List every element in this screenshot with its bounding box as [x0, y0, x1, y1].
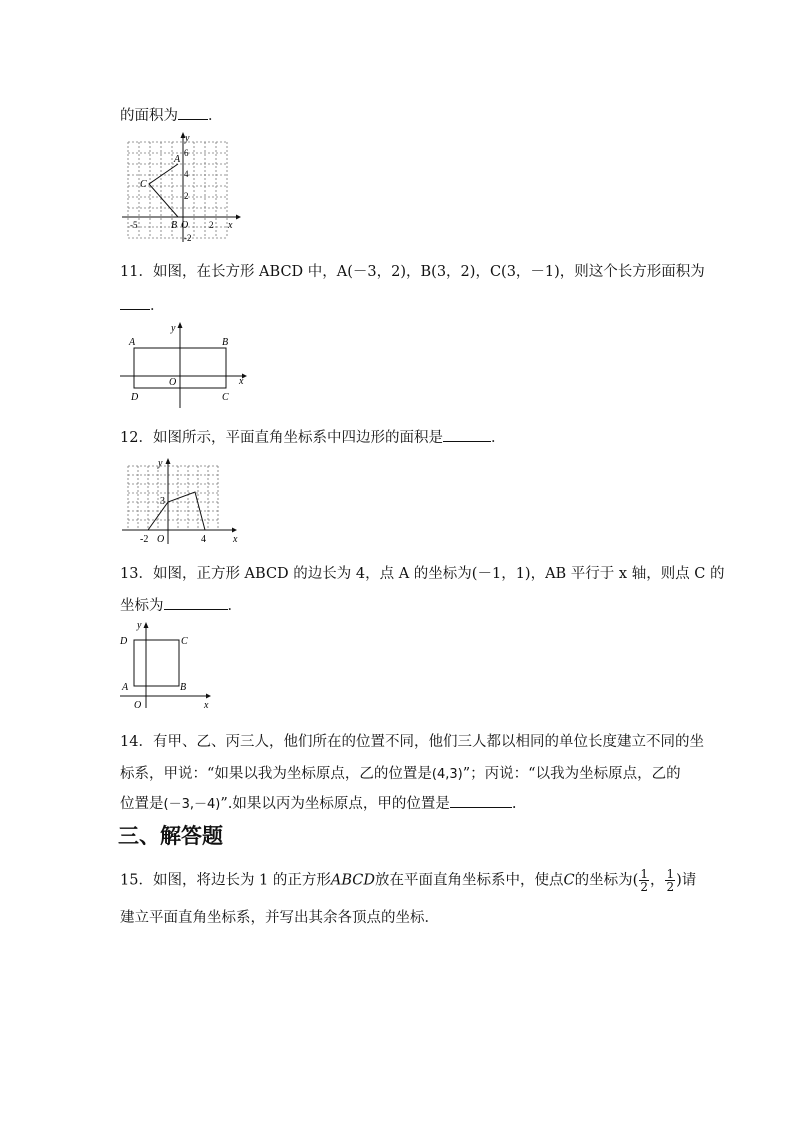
- label-a: A: [122, 682, 129, 693]
- q14-text-2a: 标系，甲说：“如果以我为坐标原点，乙的位置是: [120, 766, 432, 782]
- label-b: B: [171, 220, 178, 231]
- q13-line-1: 13．如图，正方形 ABCD 的边长为 4，点 A 的坐标为(－1，1)，AB 平行于 x 轴，则点 C 的: [120, 566, 725, 582]
- fraction-numerator: 1: [640, 867, 648, 881]
- q15-text-1c: 的坐标为(: [574, 872, 639, 889]
- label-d: D: [120, 636, 128, 647]
- q10-end: ．: [208, 108, 223, 124]
- label-y: y: [185, 133, 190, 144]
- y-axis-arrow: [144, 622, 149, 628]
- tick-x-2: 2: [209, 220, 214, 230]
- fraction-denominator: 2: [666, 880, 675, 894]
- figure-13-svg: [116, 618, 216, 710]
- label-y: y: [137, 620, 142, 631]
- label-x: x: [239, 376, 244, 387]
- q13-end: ．: [227, 598, 242, 614]
- label-a: A: [129, 337, 136, 348]
- tick-4: 4: [201, 534, 206, 545]
- q15-comma: ，: [649, 872, 665, 889]
- q13-line-2: [120, 594, 242, 615]
- q15-text-1a: 15．如图，将边长为 1 的正方形: [120, 872, 331, 889]
- q14-line-2: [120, 762, 681, 783]
- tick-minus-2: -2: [140, 534, 149, 545]
- q11-line-2: [120, 294, 165, 315]
- label-b: B: [222, 337, 229, 348]
- q12-answer-blank[interactable]: [443, 427, 491, 442]
- q10-answer-line: [120, 104, 223, 125]
- square-abcd: [134, 640, 179, 686]
- label-c: C: [140, 179, 147, 190]
- label-x: x: [233, 534, 238, 545]
- q15-fraction-1: [639, 868, 649, 893]
- tick-minus-5: -5: [130, 220, 138, 230]
- q11-end: ．: [150, 298, 165, 314]
- y-axis-arrow: [166, 458, 171, 464]
- tick-2: 2: [184, 191, 189, 201]
- tick-3: 3: [160, 496, 165, 507]
- q11-line-1: 11．如图，在长方形 ABCD 中，A(－3，2)，B(3，2)，C(3，－1)，则这个长方形面积为: [120, 264, 705, 280]
- q10-answer-blank[interactable]: [178, 105, 208, 120]
- label-b: B: [180, 682, 187, 693]
- q12-end: ．: [490, 430, 506, 446]
- label-o: O: [181, 220, 189, 231]
- tick-4: 4: [184, 169, 189, 179]
- tick-6: 6: [184, 148, 189, 158]
- label-o: O: [169, 377, 177, 388]
- q10-text: 的面积为: [120, 108, 178, 124]
- q15-line-2: 建立平面直角坐标系，并写出其余各顶点的坐标．: [120, 910, 439, 926]
- fraction-numerator: 1: [666, 867, 675, 881]
- q14-text-3a: 位置是: [120, 796, 164, 812]
- label-c: C: [222, 392, 229, 403]
- figure-13: [116, 618, 216, 714]
- q15-fraction-2: [665, 868, 675, 893]
- x-axis-arrow: [206, 694, 211, 699]
- label-y: y: [158, 458, 163, 469]
- y-axis-arrow: [178, 322, 183, 328]
- q12-text: 12．如图所示，平面直角坐标系中四边形的面积是: [120, 430, 443, 446]
- figure-12: [118, 454, 244, 550]
- label-x: x: [204, 700, 209, 710]
- q13-answer-blank[interactable]: [164, 595, 228, 610]
- label-o: O: [134, 700, 142, 710]
- figure-10: [118, 132, 243, 248]
- grid: [128, 466, 218, 530]
- x-axis-arrow: [236, 215, 241, 220]
- figure-10-svg: [118, 132, 243, 244]
- q14-text-3b: ”.如果以丙为坐标原点，甲的位置是: [220, 796, 450, 812]
- label-c: C: [181, 636, 188, 647]
- q14-line-1: 14．有甲、乙、丙三人，他们所在的位置不同，他们三人都以相同的单位长度建立不同的坐: [120, 734, 704, 750]
- q14-coord-2: (－3,－4): [163, 797, 221, 812]
- label-a: A: [174, 154, 181, 165]
- q15-abcd: ABCD: [330, 872, 376, 889]
- fraction-denominator: 2: [640, 880, 648, 894]
- label-x: x: [228, 220, 233, 231]
- label-o: O: [157, 534, 165, 545]
- tick-minus-2: -2: [184, 233, 192, 243]
- label-d: D: [131, 392, 139, 403]
- figure-11-svg: [118, 320, 250, 410]
- q15-line-1: [120, 868, 696, 893]
- triangle-abc: [149, 164, 178, 217]
- q14-end: .: [511, 796, 517, 812]
- label-y: y: [171, 323, 176, 334]
- q11-answer-blank[interactable]: [120, 295, 150, 310]
- section-heading: 三、解答题: [118, 824, 223, 848]
- q14-line-3: [120, 792, 516, 813]
- q14-answer-blank[interactable]: [450, 793, 512, 808]
- q12-line: [120, 426, 505, 447]
- q15-text-1d: )请: [676, 872, 697, 889]
- x-axis-arrow: [232, 528, 237, 533]
- q15-text-1b: 放在平面直角坐标系中，使点: [375, 872, 564, 889]
- figure-12-svg: [118, 454, 244, 546]
- q14-text-2b: ”；丙说：“以我为坐标原点，乙的: [462, 766, 681, 782]
- q13-text-2: 坐标为: [120, 598, 164, 614]
- figure-11: [118, 320, 250, 414]
- q15-c: C: [563, 872, 575, 889]
- q14-coord-1: (4,3): [431, 767, 463, 782]
